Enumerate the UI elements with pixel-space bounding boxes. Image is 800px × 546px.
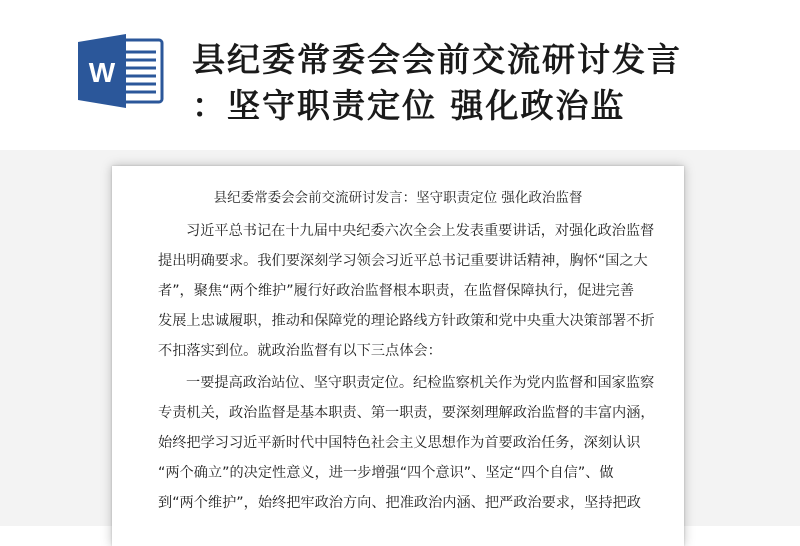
document-page bbox=[112, 166, 684, 546]
banner-title-line-1: 县纪委常委会会前交流研讨发言 bbox=[192, 40, 682, 79]
document-line: “两个确立”的决定性意义，进一步增强“四个意识”、坚定“四个自信”、做 bbox=[158, 465, 614, 481]
document-line: 始终把学习习近平新时代中国特色社会主义思想作为首要政治任务，深刻认识 bbox=[158, 435, 641, 451]
document-line: 者”，聚焦“两个维护”履行好政治监督根本职责，在监督保障执行，促进完善 bbox=[158, 283, 635, 299]
document-line: 提出明确要求。我们要深刻学习领会习近平总书记重要讲话精神，胸怀“国之大 bbox=[158, 253, 648, 269]
document-title: 县纪委常委会会前交流研讨发言：坚守职责定位 强化政治监督 bbox=[213, 190, 583, 206]
document-line: 一要提高政治站位、坚守职责定位。纪检监察机关作为党内监督和国家监察 bbox=[186, 375, 655, 391]
banner-title-line-2: ：坚守职责定位 强化政治监 bbox=[192, 86, 626, 125]
document-line: 专责机关，政治监督是基本职责、第一职责，要深刻理解政治监督的丰富内涵， bbox=[158, 405, 655, 421]
document-line: 不扣落实到位。就政治监督有以下三点体会： bbox=[158, 343, 442, 359]
document-line: 到“两个维护”，始终把牢政治方向、把准政治内涵、把严政治要求，坚持把政 bbox=[158, 495, 641, 511]
document-line: 发展上忠诚履职，推动和保障党的理论路线方针政策和党中央重大决策部署不折 bbox=[158, 313, 655, 329]
document-line: 习近平总书记在十九届中央纪委六次全会上发表重要讲话，对强化政治监督 bbox=[186, 223, 655, 239]
word-document-icon bbox=[76, 32, 164, 110]
word-icon-letter: W bbox=[88, 57, 116, 88]
header-banner bbox=[0, 0, 800, 150]
